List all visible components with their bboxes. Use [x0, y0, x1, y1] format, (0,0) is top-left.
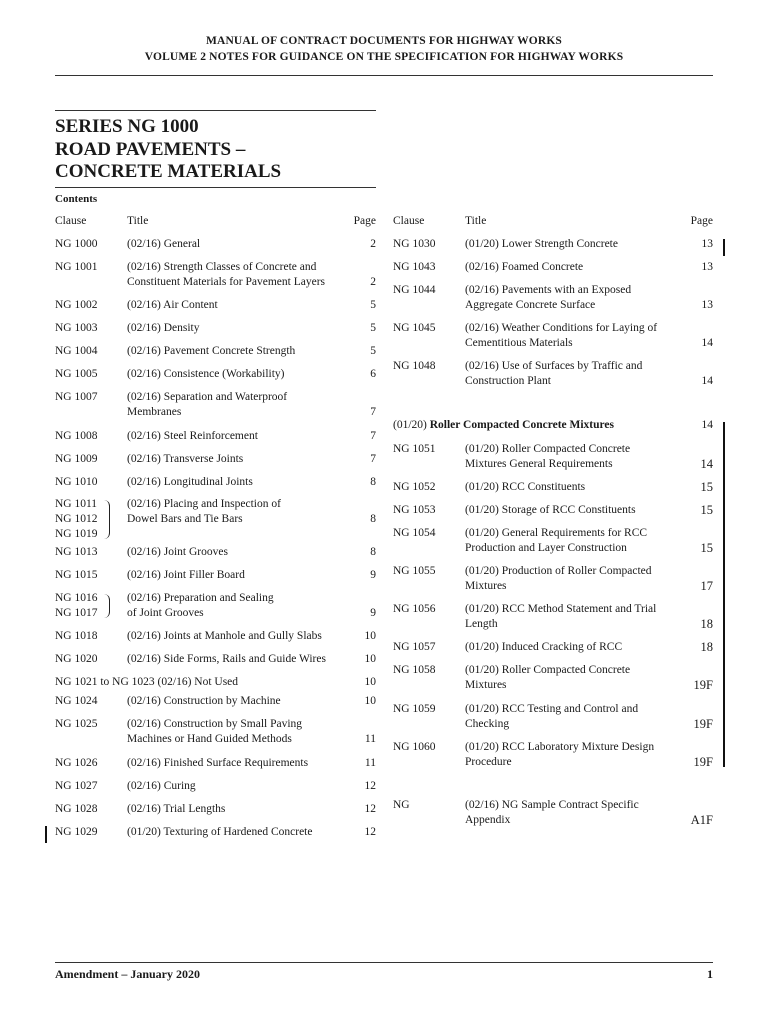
rcc-entry-page: 19F: [693, 717, 713, 731]
left-entry-clause: NG 1018: [55, 630, 98, 642]
left-entry-clause: NG 1020: [55, 653, 98, 665]
right-entry-title: Aggregate Concrete Surface: [465, 299, 596, 311]
rcc-section-heading: [393, 418, 614, 433]
left-entry-clause: NG 1000: [55, 238, 98, 250]
right-clause-header: Clause: [393, 215, 425, 227]
rcc-entry-title: (01/20) RCC Constituents: [465, 481, 586, 493]
left-entry-page: 7: [370, 430, 376, 442]
right-entry-title: Cementitious Materials: [465, 337, 573, 349]
rcc-entry-title: (01/20) RCC Method Statement and Trial: [465, 603, 657, 615]
rcc-entry-title: Appendix: [465, 814, 511, 826]
rcc-entry-title: (01/20) RCC Laboratory Mixture Design: [465, 741, 655, 753]
manual-title: MANUAL OF CONTRACT DOCUMENTS FOR HIGHWAY WORKS: [206, 35, 562, 47]
left-entry-clause: NG 1025: [55, 718, 98, 730]
left-entry-page: 10: [364, 653, 376, 665]
rcc-entry-title: (01/20) Roller Compacted Concrete: [465, 664, 631, 676]
rcc-section-title: Roller Compacted Concrete Mixtures: [429, 419, 615, 431]
left-entry-clause: NG 1017: [55, 607, 98, 619]
rcc-entry-clause: NG 1052: [393, 481, 436, 493]
rcc-entry-page: 15: [700, 541, 713, 555]
left-entry-clause: NG 1002: [55, 299, 98, 311]
left-entry-clause: NG 1011: [55, 498, 98, 510]
right-title-header: Title: [465, 215, 487, 227]
left-entry-clause: NG 1026: [55, 757, 98, 769]
left-entry-title: (02/16) Density: [127, 322, 200, 334]
left-entry-page: 11: [364, 757, 376, 769]
bracket-brace: [103, 594, 110, 618]
change-bar: [45, 826, 47, 843]
right-entry-page: 14: [701, 337, 713, 349]
page-number: 1: [707, 967, 713, 981]
right-entry-clause: NG 1048: [393, 360, 436, 372]
rcc-entry-clause: NG 1054: [393, 527, 436, 539]
left-entry-page: 8: [370, 513, 376, 525]
rcc-entry-page: 15: [700, 503, 713, 517]
rcc-entry-title: (01/20) Induced Cracking of RCC: [465, 641, 623, 653]
volume-title: VOLUME 2 NOTES FOR GUIDANCE ON THE SPECIFICATION FOR HIGHWAY WORKS: [144, 51, 624, 63]
rcc-entry-title: (01/20) Storage of RCC Constituents: [465, 504, 636, 516]
left-entry-clause: NG 1005: [55, 368, 98, 380]
series-title-line1: ROAD PAVEMENTS –: [55, 139, 246, 160]
contents-label: Contents: [55, 193, 98, 205]
left-entry-clause: NG 1008: [55, 430, 98, 442]
rcc-entry-page: 18: [700, 617, 713, 631]
rcc-entry-title: (02/16) NG Sample Contract Specific: [465, 799, 639, 811]
left-entry-clause: NG 1013: [55, 546, 98, 558]
left-entry-page: 11: [364, 733, 376, 745]
left-entry-page: 12: [364, 826, 376, 838]
left-entry-clause: NG 1021 to NG 1023 (02/16) Not Used: [55, 676, 239, 688]
rcc-entry-title: Mixtures: [465, 679, 507, 691]
left-entry-clause: NG 1003: [55, 322, 98, 334]
change-bar: [723, 239, 725, 256]
left-entry-title: (02/16) Strength Classes of Concrete and: [127, 261, 317, 273]
rcc-entry-page: 19F: [693, 678, 713, 692]
rcc-entry-title: Production and Layer Construction: [465, 542, 627, 554]
right-entry-page: 13: [701, 261, 713, 273]
left-entry-title: Machines or Hand Guided Methods: [127, 733, 292, 745]
right-entry-page: 14: [701, 375, 713, 387]
right-entry-title: (02/16) Foamed Concrete: [465, 261, 584, 273]
left-entry-title: (02/16) Preparation and Sealing: [127, 592, 274, 604]
left-entry-clause: NG 1009: [55, 453, 98, 465]
left-entry-clause: NG 1028: [55, 803, 98, 815]
rcc-entry-clause: NG 1051: [393, 443, 436, 455]
rcc-entry-title: (01/20) RCC Testing and Control and: [465, 703, 639, 715]
rcc-entry-title: (01/20) Roller Compacted Concrete: [465, 443, 631, 455]
rcc-entry-title: Procedure: [465, 756, 512, 768]
bracket-brace: [103, 500, 110, 539]
right-entry-title: (02/16) Weather Conditions for Laying of: [465, 322, 658, 334]
left-entry-clause: NG 1015: [55, 569, 98, 581]
rcc-entry-page: 14: [700, 457, 713, 471]
left-entry-title: (02/16) Construction by Machine: [127, 695, 281, 707]
left-entry-clause: NG 1001: [55, 261, 98, 273]
rcc-entry-clause: NG 1056: [393, 603, 436, 615]
rcc-entry-title: Mixtures: [465, 580, 507, 592]
rcc-entry-clause: NG 1055: [393, 565, 436, 577]
left-entry-title: (02/16) Curing: [127, 780, 196, 792]
rcc-entry-title: Checking: [465, 718, 510, 730]
right-entry-title: (01/20) Lower Strength Concrete: [465, 238, 618, 250]
right-entry-title: Construction Plant: [465, 375, 551, 387]
left-entry-title: Constituent Materials for Pavement Layers: [127, 276, 326, 288]
left-entry-page: 9: [370, 569, 376, 581]
right-entry-page: 13: [701, 238, 713, 250]
rcc-entry-page: 15: [700, 480, 713, 494]
left-entry-clause: NG 1007: [55, 391, 98, 403]
left-entry-title: (02/16) Pavement Concrete Strength: [127, 345, 296, 357]
left-entry-title: (02/16) Air Content: [127, 299, 218, 311]
left-entry-title: (01/20) Texturing of Hardened Concrete: [127, 826, 313, 838]
right-entry-title: (02/16) Pavements with an Exposed: [465, 284, 632, 296]
right-entry-clause: NG 1030: [393, 238, 436, 250]
rcc-entry-title: (01/20) Production of Roller Compacted: [465, 565, 652, 577]
left-entry-title: (02/16) Joints at Manhole and Gully Slabs: [127, 630, 322, 642]
rcc-entry-page: 17: [700, 579, 713, 593]
left-entry-title: (02/16) Steel Reinforcement: [127, 430, 258, 442]
left-entry-page: 8: [370, 546, 376, 558]
right-entry-clause: NG 1044: [393, 284, 436, 296]
left-entry-title: (02/16) Joint Grooves: [127, 546, 228, 558]
rcc-entry-page: 18: [700, 640, 713, 654]
left-entry-clause: NG 1010: [55, 476, 98, 488]
left-entry-title: of Joint Grooves: [127, 607, 204, 619]
left-entry-title: (02/16) General: [127, 238, 201, 250]
left-clause-header: Clause: [55, 215, 87, 227]
left-entry-clause: NG 1019: [55, 528, 98, 540]
left-entry-title: (02/16) Side Forms, Rails and Guide Wires: [127, 653, 326, 665]
rcc-section-prefix: (01/20): [393, 419, 427, 431]
series-top-rule: [55, 110, 376, 111]
rcc-entry-clause: NG 1060: [393, 741, 436, 753]
left-entry-clause: NG 1024: [55, 695, 98, 707]
left-entry-title: Membranes: [127, 406, 182, 418]
left-entry-title: (02/16) Joint Filler Board: [127, 569, 245, 581]
left-entry-page: 9: [370, 607, 376, 619]
left-entry-title: (02/16) Finished Surface Requirements: [127, 757, 309, 769]
header-divider: [55, 75, 713, 76]
left-entry-title: (02/16) Longitudinal Joints: [127, 476, 253, 488]
rcc-entry-clause: NG 1053: [393, 504, 436, 516]
left-entry-title: (02/16) Placing and Inspection of: [127, 498, 281, 510]
left-entry-clause: NG 1004: [55, 345, 98, 357]
left-entry-page: 7: [370, 406, 376, 418]
left-title-header: Title: [127, 215, 149, 227]
rcc-entry-clause: NG: [393, 799, 410, 811]
left-entry-page: 8: [370, 476, 376, 488]
left-entry-page: 5: [370, 345, 376, 357]
rcc-section-page: 14: [701, 419, 713, 431]
left-entry-clause: NG 1029: [55, 826, 98, 838]
change-bar: [723, 422, 725, 767]
left-entry-page: 7: [370, 453, 376, 465]
left-entry-page: 5: [370, 299, 376, 311]
footer-divider: [55, 962, 713, 963]
left-entry-page: 12: [364, 780, 376, 792]
rcc-entry-title: Length: [465, 618, 498, 630]
left-entry-title: (02/16) Construction by Small Paving: [127, 718, 303, 730]
left-entry-page: 6: [370, 368, 376, 380]
rcc-entry-clause: NG 1057: [393, 641, 436, 653]
left-entry-clause: NG 1027: [55, 780, 98, 792]
rcc-entry-title: Mixtures General Requirements: [465, 458, 613, 470]
rcc-entry-clause: NG 1058: [393, 664, 436, 676]
left-entry-page: 10: [364, 676, 376, 688]
amendment-date: Amendment – January 2020: [55, 967, 201, 981]
rcc-entry-page: 19F: [693, 755, 713, 769]
left-entry-page: 2: [370, 276, 376, 288]
left-entry-page: 2: [370, 238, 376, 250]
right-entry-title: (02/16) Use of Surfaces by Traffic and: [465, 360, 643, 372]
left-entry-clause: NG 1016: [55, 592, 98, 604]
series-bottom-rule: [55, 187, 376, 188]
series-number: SERIES NG 1000: [55, 116, 199, 137]
right-entry-clause: NG 1043: [393, 261, 436, 273]
left-entry-title: (02/16) Transverse Joints: [127, 453, 244, 465]
right-entry-page: 13: [701, 299, 713, 311]
series-title-line2: CONCRETE MATERIALS: [55, 161, 282, 182]
left-page-header: Page: [353, 215, 376, 227]
left-entry-page: 10: [364, 630, 376, 642]
rcc-entry-clause: NG 1059: [393, 703, 436, 715]
left-entry-title: Dowel Bars and Tie Bars: [127, 513, 243, 525]
rcc-entry-title: (01/20) General Requirements for RCC: [465, 527, 648, 539]
left-entry-page: 12: [364, 803, 376, 815]
left-entry-title: (02/16) Consistence (Workability): [127, 368, 285, 380]
left-entry-title: (02/16) Separation and Waterproof: [127, 391, 288, 403]
right-entry-clause: NG 1045: [393, 322, 436, 334]
left-entry-title: (02/16) Trial Lengths: [127, 803, 226, 815]
rcc-entry-page: A1F: [690, 813, 713, 827]
left-entry-clause: NG 1012: [55, 513, 98, 525]
left-entry-page: 5: [370, 322, 376, 334]
right-page-header: Page: [690, 215, 713, 227]
left-entry-page: 10: [364, 695, 376, 707]
